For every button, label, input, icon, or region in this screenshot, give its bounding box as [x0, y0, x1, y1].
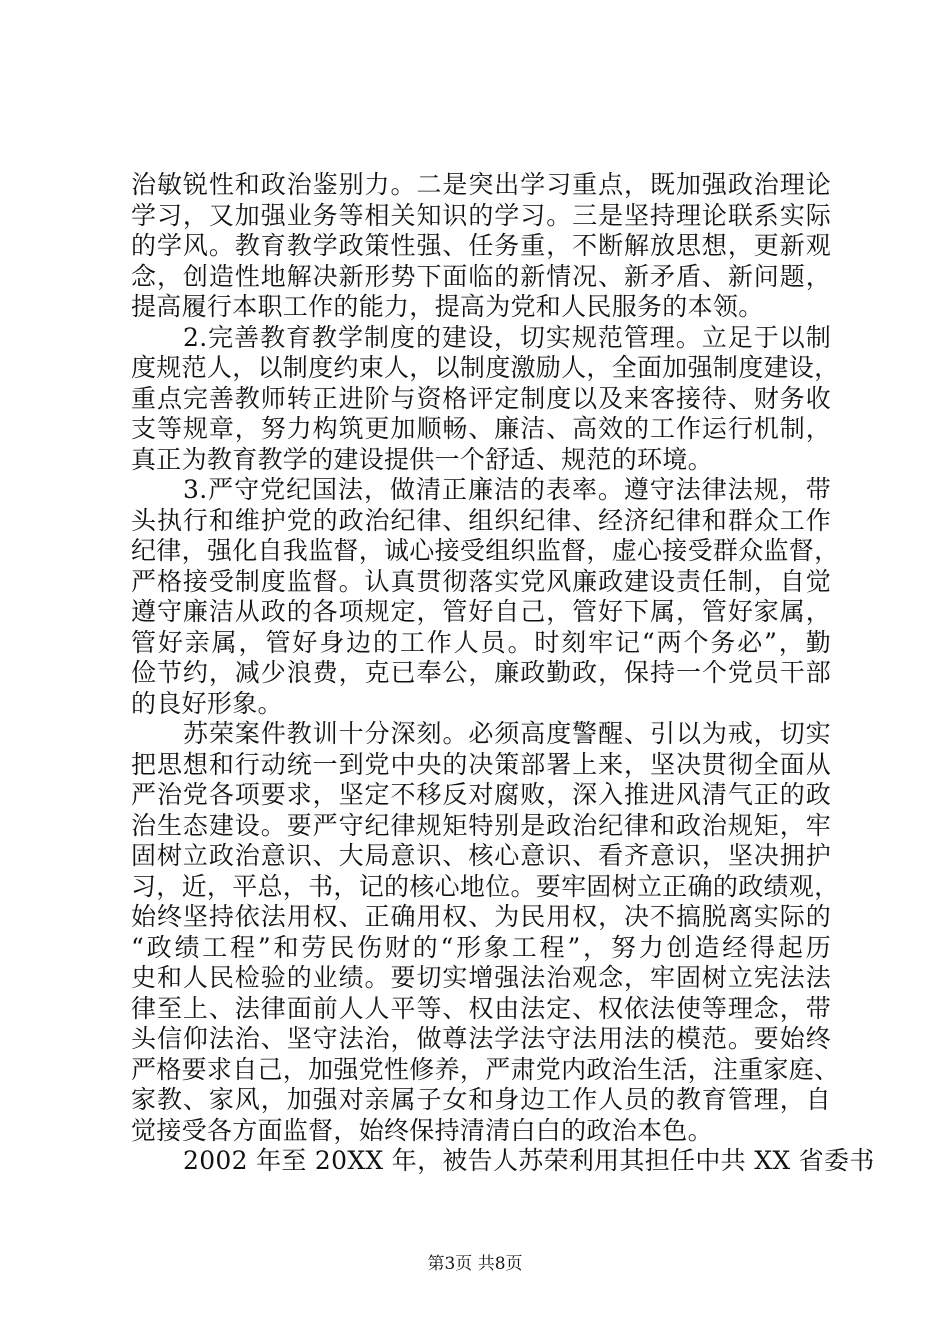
text-line: 始终坚持依法用权、正确用权、为民用权，决不搞脱离实际的 — [131, 902, 831, 931]
text-line: 真正为教育教学的建设提供一个舒适、规范的环境。 — [131, 444, 713, 474]
text-line: 家教、家风，加强对亲属子女和身边工作人员的教育管理，自 — [131, 1085, 831, 1114]
text-line: 学习，又加强业务等相关知识的学习。三是坚持理论联系实际 — [131, 200, 831, 230]
text-line: 俭节约，减少浪费，克已奉公，廉政勤政，保持一个党员干部 — [131, 658, 831, 687]
text-line: “政绩工程”和劳民伤财的“形象工程”，努力创造经得起历 — [131, 932, 831, 962]
text-line: 2.完善教育教学制度的建设，切实规范管理。立足于以制 — [183, 322, 831, 352]
text-line: 严格接受制度监督。认真贯彻落实党风廉政建设责任制，自觉 — [131, 566, 831, 596]
text-line: 严格要求自己，加强党性修养，严肃党内政治生活，注重家庭、 — [131, 1054, 840, 1084]
text-line: 遵守廉洁从政的各项规定，管好自己，管好下属，管好家属， — [131, 597, 831, 626]
text-line: 管好亲属，管好身边的工作人员。时刻牢记“两个务必”，勤 — [131, 627, 831, 657]
text-line: 习，近，平总，书，记的核心地位。要牢固树立正确的政绩观， — [131, 871, 840, 901]
text-line: 念，创造性地解决新形势下面临的新情况、新矛盾、新问题， — [131, 261, 831, 291]
text-line: 提高履行本职工作的能力，提高为党和人民服务的本领。 — [131, 292, 764, 321]
body-text — [131, 170, 875, 1177]
text-line: 的学风。教育教学政策性强、任务重，不断解放思想，更新观 — [131, 231, 831, 260]
page-footer: 第3页 共8页 — [427, 1254, 523, 1274]
text-line: 3.严守党纪国法，做清正廉洁的表率。遵守法律法规，带 — [183, 475, 831, 504]
text-line: 苏荣案件教训十分深刻。必须高度警醒、引以为戒，切实 — [183, 719, 831, 748]
text-line: 固树立政治意识、大局意识、核心意识、看齐意识，坚决拥护 — [131, 841, 831, 870]
text-line: 纪律，强化自我监督，诚心接受组织监督，虚心接受群众监督， — [131, 536, 840, 565]
text-line: 度规范人，以制度约束人，以制度激励人，全面加强制度建设， — [131, 353, 840, 382]
text-line: 觉接受各方面监督，始终保持清清白白的政治本色。 — [131, 1115, 713, 1145]
text-line: 治敏锐性和政治鉴别力。二是突出学习重点，既加强政治理论 — [131, 170, 831, 199]
text-line: 2002 年至 20XX 年，被告人苏荣利用其担任中共 XX 省委书 — [183, 1146, 875, 1175]
text-line: 头执行和维护党的政治纪律、组织纪律、经济纪律和群众工作 — [131, 505, 831, 535]
text-line: 史和人民检验的业绩。要切实增强法治观念，牢固树立宪法法 — [131, 963, 831, 992]
text-line: 治生态建设。要严守纪律规矩特别是政治纪律和政治规矩，牢 — [131, 810, 831, 840]
text-line: 重点完善教师转正进阶与资格评定制度以及来客接待、财务收 — [131, 383, 831, 413]
text-line: 的良好形象。 — [131, 688, 283, 718]
text-line: 把思想和行动统一到党中央的决策部署上来，坚决贯彻全面从 — [131, 749, 831, 779]
text-line: 支等规章，努力构筑更加顺畅、廉洁、高效的工作运行机制， — [131, 414, 831, 443]
text-line: 头信仰法治、坚守法治，做尊法学法守法用法的模范。要始终 — [131, 1024, 831, 1053]
text-line: 严治党各项要求，坚定不移反对腐败，深入推进风清气正的政 — [131, 780, 831, 809]
text-line: 律至上、法律面前人人平等、权由法定、权依法使等理念，带 — [131, 993, 831, 1023]
